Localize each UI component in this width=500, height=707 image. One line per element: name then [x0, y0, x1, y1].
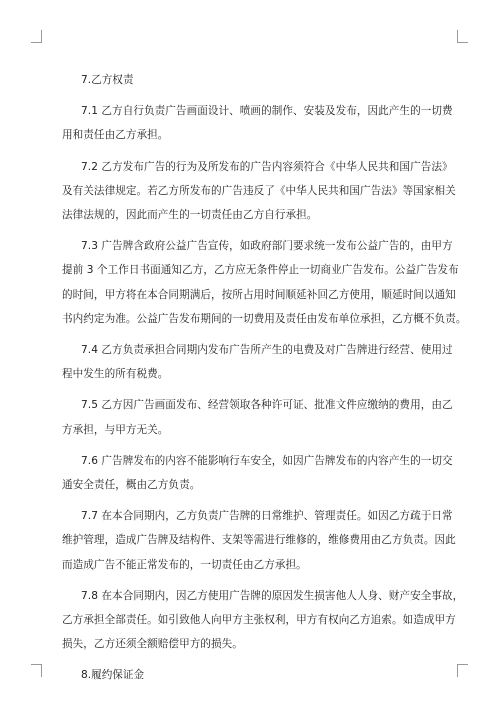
clause-7-6: 7.6 广告牌发布的内容不能影响行车安全，如因广告牌发布的内容产生的一切交 通安全责任，概由乙方负责。 — [62, 454, 453, 492]
crop-mark-bottom-right — [457, 664, 468, 677]
clause-7-2: 7.2 乙方发布广告的行为及所发布的广告内容须符合《中华人民共和国广告法》 及有关法律规定。若乙方所发布的广告违反了《中华人民共和国广告法》等国家相关 法律法规的，因此而产生的一切责任由乙方自行承担。 — [62, 160, 456, 222]
clause-7-4: 7.4 乙方负责承担合同期内发布广告所产生的电费及对广告牌进行经营、使用过 程中发生的所有税费。 — [62, 344, 453, 381]
crop-mark-bottom-left — [31, 664, 42, 677]
clause-7-5: 7.5 乙方因广告画面发布、经营领取各种许可证、批准文件应缴纳的费用，由乙 方承担，与甲方无关。 — [62, 399, 453, 436]
clause-7-7: 7.7 在本合同期内，乙方负责广告牌的日常维护、管理责任。如因乙方疏于日常 维护管理，造成广告牌及结构件、支架等需进行维修的，维修费用由乙方负责。因此 而造成广告不能正常发布的，一切责任由乙方承担。 — [62, 510, 456, 571]
clause-7-1: 7.1 乙方自行负责广告画面设计、喷画的制作、安装及发布，因此产生的一切费 用和责任由乙方承担。 — [62, 105, 453, 142]
crop-mark-top-left — [31, 30, 42, 43]
section-heading-8: 8.履约保证金 — [81, 669, 145, 682]
clause-7-8: 7.8 在本合同期内，因乙方使用广告牌的原因发生损害他人人身、财产安全事故， 乙方承担全部责任。如引致他人向甲方主张权利，甲方有权向乙方追索。如造成甲方 损失，乙方还须全额赔偿甲方的损失。 — [62, 589, 464, 651]
clause-7-3: 7.3 广告牌含政府公益广告宣传，如政府部门要求统一发布公益广告的，由甲方 提前 3 个工作日书面通知乙方，乙方应无条件停止一切商业广告发布。公益广告发布 的时间，甲方将在本合同期满后，按所占用时间顺延补回乙方使用，顺延时间以通知 书内约定为准。公益广告发布期间的一切费用及责任由发布单位承担，乙方概不负责。 — [62, 240, 467, 325]
document-body — [62, 68, 467, 688]
section-heading-7: 7.乙方权责 — [81, 74, 134, 86]
crop-mark-top-right — [457, 30, 468, 43]
